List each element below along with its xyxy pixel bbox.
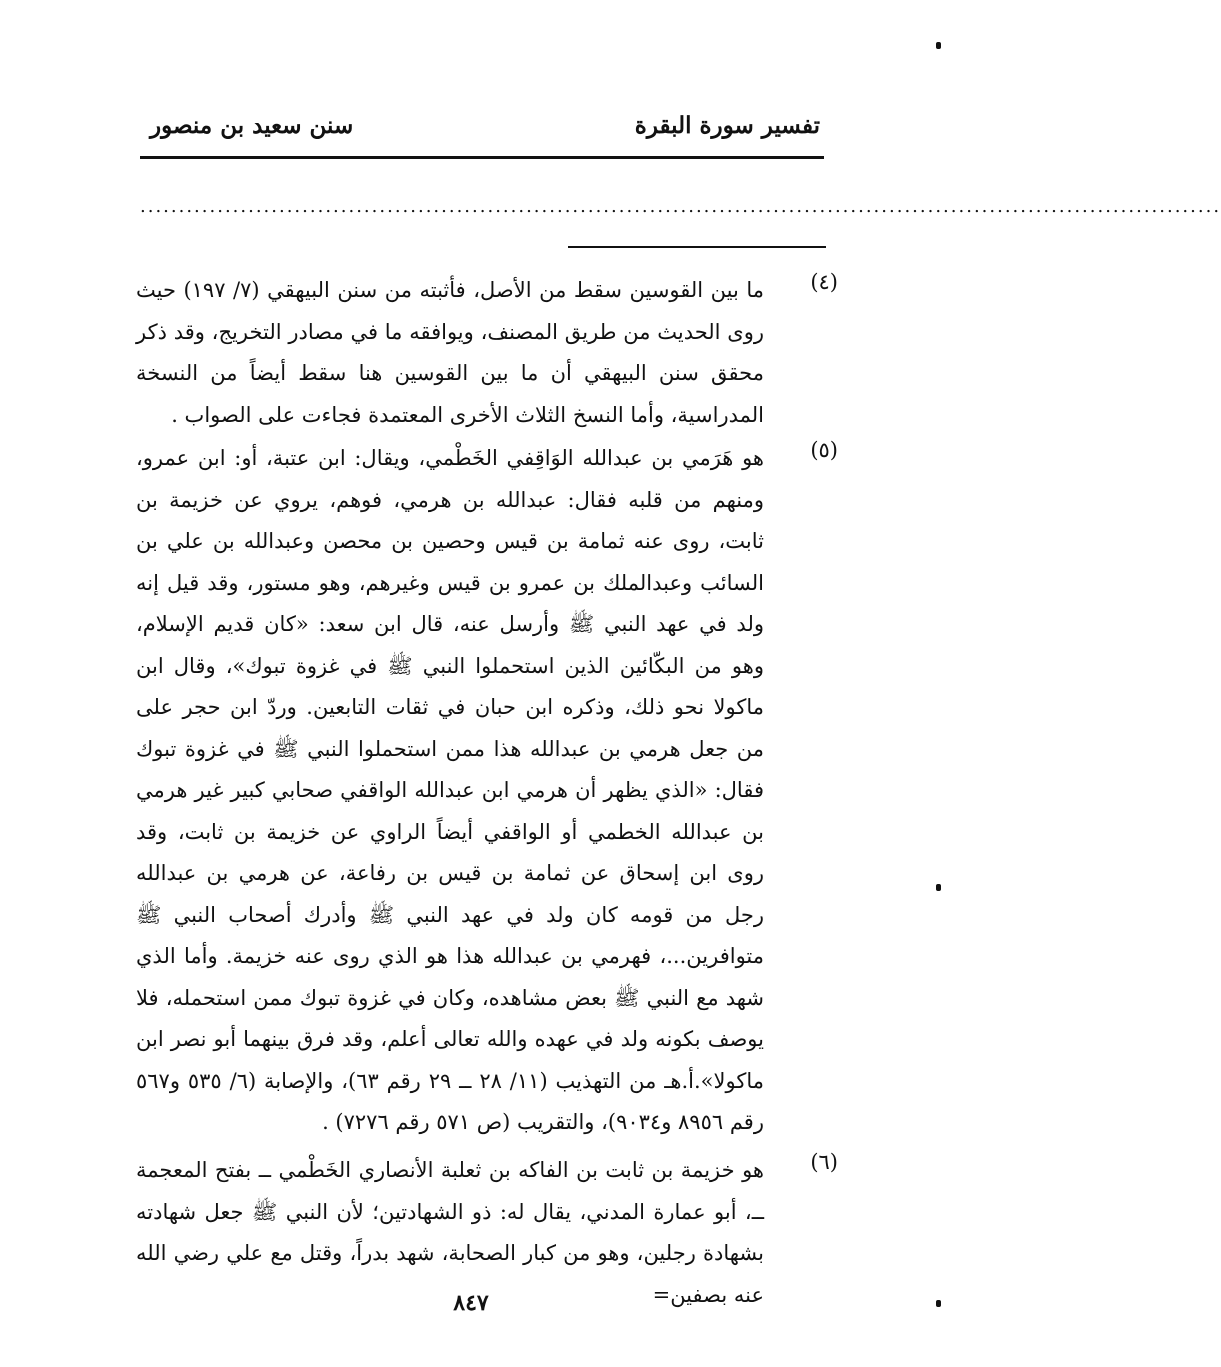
running-header — [140, 112, 824, 152]
footnote-number: (٦) — [810, 1150, 838, 1174]
header-surah-title: تفسير سورة البقرة — [634, 112, 820, 139]
footnote-number: (٥) — [810, 438, 838, 462]
footnote-text: ما بين القوسين سقط من الأصل، فأثبته من سنن البيهقي (٧/ ١٩٧) حيث روى الحديث من طريق المصنف، ويوافقه ما في مصادر التخريج، وقد ذكر محقق سنن البيهقي أن ما بين القوسين هنا سقط أيضاً من النسخة المدراسية، وأما النسخ الثلاث الأخرى المعتمدة فجاءت على الصواب . — [136, 278, 764, 427]
page-number: ٨٤٧ — [453, 1290, 489, 1316]
footnote-number: (٤) — [810, 270, 838, 294]
footnote-text: هو خزيمة بن ثابت بن الفاكه بن ثعلبة الأنصاري الخَطْمي ــ بفتح المعجمة ــ، أبو عمارة المدني، يقال له: ذو الشهادتين؛ لأن النبي ﷺ جعل شهادته بشهادة رجلين، وهو من كبار الصحابة، شهد بدراً، وقتل مع علي رضي الله عنه بصفين= — [136, 1158, 764, 1307]
scan-mark — [936, 884, 941, 891]
scan-mark — [936, 1300, 941, 1307]
footnote-text: هو هَرَمي بن عبدالله الوَاقِفي الخَطْمي، ويقال: ابن عتبة، أو: ابن عمرو، ومنهم من قلبه فقال: عبدالله بن هرمي، فوهم، يروي عن خزيمة بن ثابت، روى عنه ثمامة بن قيس وحصين بن محصن وعبدالله بن علي بن السائب وعبدالملك بن عمرو بن قيس وغيرهم، وهو مستور، وقد قيل إنه ولد في عهد النبي ﷺ وأرسل عنه، قال ابن سعد: «كان قديم الإسلام، وهو من البكّائين الذين استحملوا النبي ﷺ في غزوة تبوك»، وقال ابن ماكولا نحو ذلك، وذكره ابن حبان في ثقات التابعين. وردّ ابن حجر على من جعل هرمي بن عبدالله هذا ممن استحملوا النبي ﷺ في غزوة تبوك فقال: «الذي يظهر أن هرمي ابن عبدالله الواقفي صحابي كبير غير هرمي بن عبدالله الخطمي أو الواقفي أيضاً الراوي عن خزيمة بن ثابت، وقد روى ابن إسحاق عن ثمامة بن قيس بن رفاعة، عن هرمي بن عبدالله رجل من قومه كان ولد في عهد النبي ﷺ وأدرك أصحاب النبي ﷺ متوافرين...، فهرمي بن عبدالله هذا هو الذي روى عنه خزيمة. وأما الذي شهد مع النبي ﷺ بعض مشاهده، وكان في غزوة تبوك ممن استحمله، فلا يوصف بكونه ولد في عهده والله تعالى أعلم، وقد فرق بينهما أبو نصر ابن ماكولا».أ.هـ من التهذيب (١١/ ٢٨ ــ ٢٩ رقم ٦٣)، والإصابة (٦/ ٥٣٥ و٥٦٧ رقم ٨٩٥٦ و٩٠٣٤)، والتقريب (ص ٥٧١ رقم ٧٢٧٦) . — [136, 446, 764, 1134]
footnote-rule — [568, 246, 826, 248]
dotted-separator: ............................................................................................................................................ — [140, 196, 1221, 217]
scan-mark — [936, 42, 941, 49]
header-book-title: سنن سعيد بن منصور — [150, 112, 354, 139]
header-rule — [140, 156, 824, 159]
